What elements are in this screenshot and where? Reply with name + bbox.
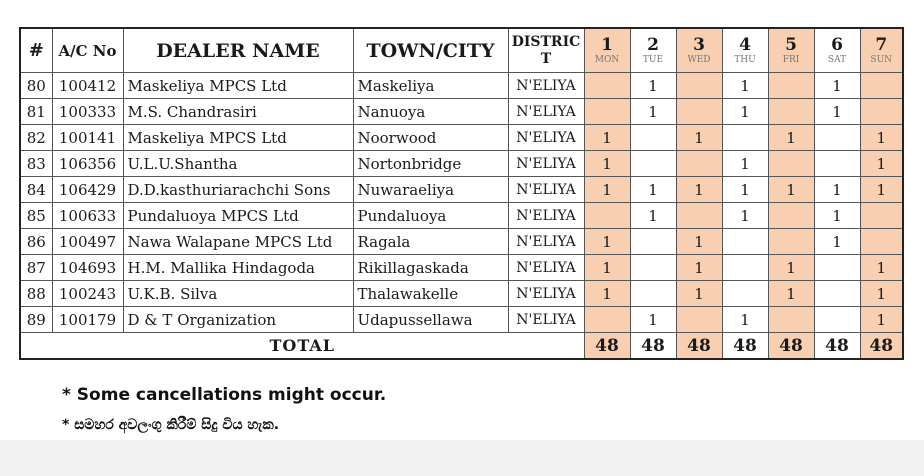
row-index: 89 — [20, 307, 52, 333]
delivery-mon: 1 — [584, 125, 630, 151]
delivery-thu: 1 — [722, 151, 768, 177]
cancellation-note-sinhala: * සමහර අවලංගු කිරීම් සිදු විය හැක. — [62, 417, 280, 433]
row-ac-no: 100412 — [52, 73, 123, 99]
header-day-mon — [584, 28, 630, 73]
delivery-sat — [814, 255, 860, 281]
row-town: Ragala — [353, 229, 508, 255]
day-number: 2 — [647, 35, 659, 55]
row-ac-no: 106429 — [52, 177, 123, 203]
table-row — [20, 229, 903, 255]
delivery-mon: 1 — [584, 151, 630, 177]
delivery-fri — [768, 151, 814, 177]
delivery-thu — [722, 281, 768, 307]
table-row — [20, 125, 903, 151]
dealer-schedule-table — [19, 27, 904, 360]
row-index: 84 — [20, 177, 52, 203]
header-day-sun — [860, 28, 903, 73]
day-label: FRI — [782, 55, 800, 65]
delivery-wed: 1 — [676, 255, 722, 281]
day-label: MON — [594, 55, 620, 65]
row-district: N'ELIYA — [508, 203, 584, 229]
day-label: SUN — [870, 55, 893, 65]
row-dealer-name: H.M. Mallika Hindagoda — [123, 255, 353, 281]
delivery-fri — [768, 203, 814, 229]
delivery-sat: 1 — [814, 99, 860, 125]
cancellation-note-english: * Some cancellations might occur. — [62, 385, 387, 405]
day-number: 4 — [739, 35, 751, 55]
delivery-thu: 1 — [722, 177, 768, 203]
row-dealer-name: U.L.U.Shantha — [123, 151, 353, 177]
delivery-sat: 1 — [814, 177, 860, 203]
notes — [62, 385, 386, 433]
delivery-thu: 1 — [722, 307, 768, 333]
row-district: N'ELIYA — [508, 229, 584, 255]
row-ac-no: 100633 — [52, 203, 123, 229]
row-town: Noorwood — [353, 125, 508, 151]
delivery-sat: 1 — [814, 73, 860, 99]
delivery-wed: 1 — [676, 229, 722, 255]
delivery-thu — [722, 229, 768, 255]
delivery-wed: 1 — [676, 177, 722, 203]
table-row — [20, 203, 903, 229]
delivery-tue — [630, 281, 676, 307]
row-index: 80 — [20, 73, 52, 99]
delivery-sat — [814, 281, 860, 307]
delivery-mon — [584, 307, 630, 333]
total-sat: 48 — [814, 333, 860, 360]
day-label: WED — [687, 55, 711, 65]
day-label: THU — [734, 55, 756, 65]
delivery-wed — [676, 73, 722, 99]
row-index: 88 — [20, 281, 52, 307]
delivery-sun: 1 — [860, 255, 903, 281]
row-town: Rikillagaskada — [353, 255, 508, 281]
row-index: 81 — [20, 99, 52, 125]
header-district — [508, 28, 584, 73]
delivery-fri: 1 — [768, 125, 814, 151]
delivery-thu — [722, 125, 768, 151]
delivery-sat — [814, 307, 860, 333]
row-dealer-name: D.D.kasthuriarachchi Sons — [123, 177, 353, 203]
day-number: 7 — [875, 35, 888, 55]
row-town: Udapussellawa — [353, 307, 508, 333]
total-fri: 48 — [768, 333, 814, 360]
total-sun: 48 — [860, 333, 903, 360]
table-body — [20, 73, 903, 333]
header-ac-no: A/C No — [52, 28, 123, 73]
row-ac-no: 100333 — [52, 99, 123, 125]
row-index: 82 — [20, 125, 52, 151]
row-district: N'ELIYA — [508, 125, 584, 151]
delivery-sun — [860, 73, 903, 99]
delivery-mon: 1 — [584, 255, 630, 281]
header-day-thu — [722, 28, 768, 73]
table-row — [20, 73, 903, 99]
delivery-fri — [768, 99, 814, 125]
table-footer — [20, 333, 903, 360]
table-row — [20, 99, 903, 125]
row-district: N'ELIYA — [508, 177, 584, 203]
row-dealer-name: D & T Organization — [123, 307, 353, 333]
delivery-thu: 1 — [722, 99, 768, 125]
row-district: N'ELIYA — [508, 281, 584, 307]
delivery-fri — [768, 307, 814, 333]
day-label: TUE — [642, 55, 664, 65]
table-row — [20, 151, 903, 177]
row-index: 85 — [20, 203, 52, 229]
header-day-fri — [768, 28, 814, 73]
delivery-tue: 1 — [630, 307, 676, 333]
row-ac-no: 100179 — [52, 307, 123, 333]
header-day-wed — [676, 28, 722, 73]
delivery-wed — [676, 151, 722, 177]
row-town: Nanuoya — [353, 99, 508, 125]
delivery-mon — [584, 203, 630, 229]
row-town: Maskeliya — [353, 73, 508, 99]
row-district: N'ELIYA — [508, 73, 584, 99]
table-header — [20, 28, 903, 73]
row-ac-no: 106356 — [52, 151, 123, 177]
table-row — [20, 177, 903, 203]
row-district: N'ELIYA — [508, 307, 584, 333]
day-label: SAT — [827, 55, 847, 65]
delivery-sun — [860, 99, 903, 125]
row-district: N'ELIYA — [508, 151, 584, 177]
delivery-tue: 1 — [630, 73, 676, 99]
delivery-sat: 1 — [814, 229, 860, 255]
table-row — [20, 281, 903, 307]
delivery-sun: 1 — [860, 307, 903, 333]
header-day-sat — [814, 28, 860, 73]
total-tue: 48 — [630, 333, 676, 360]
row-index: 83 — [20, 151, 52, 177]
delivery-tue: 1 — [630, 203, 676, 229]
day-number: 5 — [785, 35, 797, 55]
header-dealer-name: DEALER NAME — [123, 28, 353, 73]
delivery-sun: 1 — [860, 125, 903, 151]
row-index: 87 — [20, 255, 52, 281]
delivery-sat — [814, 151, 860, 177]
delivery-tue — [630, 151, 676, 177]
delivery-sun: 1 — [860, 151, 903, 177]
row-ac-no: 100141 — [52, 125, 123, 151]
delivery-sun — [860, 229, 903, 255]
row-dealer-name: Nawa Walapane MPCS Ltd — [123, 229, 353, 255]
day-number: 6 — [831, 35, 843, 55]
footer-band — [0, 440, 924, 476]
total-mon: 48 — [584, 333, 630, 360]
delivery-mon: 1 — [584, 281, 630, 307]
table-row — [20, 307, 903, 333]
delivery-tue — [630, 125, 676, 151]
delivery-sat: 1 — [814, 203, 860, 229]
delivery-fri — [768, 73, 814, 99]
delivery-sun: 1 — [860, 177, 903, 203]
total-row — [20, 333, 903, 360]
table-row — [20, 255, 903, 281]
delivery-mon: 1 — [584, 177, 630, 203]
row-town: Pundaluoya — [353, 203, 508, 229]
row-ac-no: 104693 — [52, 255, 123, 281]
delivery-mon — [584, 99, 630, 125]
delivery-tue — [630, 229, 676, 255]
row-dealer-name: Pundaluoya MPCS Ltd — [123, 203, 353, 229]
delivery-thu — [722, 255, 768, 281]
delivery-thu: 1 — [722, 203, 768, 229]
row-town: Nortonbridge — [353, 151, 508, 177]
row-dealer-name: U.K.B. Silva — [123, 281, 353, 307]
delivery-thu: 1 — [722, 73, 768, 99]
row-dealer-name: M.S. Chandrasiri — [123, 99, 353, 125]
total-wed: 48 — [676, 333, 722, 360]
delivery-mon — [584, 73, 630, 99]
delivery-tue — [630, 255, 676, 281]
row-dealer-name: Maskeliya MPCS Ltd — [123, 73, 353, 99]
delivery-fri: 1 — [768, 177, 814, 203]
delivery-tue: 1 — [630, 99, 676, 125]
delivery-sun: 1 — [860, 281, 903, 307]
header-district-line2: T — [540, 50, 552, 67]
delivery-fri — [768, 229, 814, 255]
row-ac-no: 100243 — [52, 281, 123, 307]
delivery-mon: 1 — [584, 229, 630, 255]
row-ac-no: 100497 — [52, 229, 123, 255]
header-district-line1: DISTRIC — [511, 33, 581, 50]
total-label: TOTAL — [20, 333, 584, 360]
delivery-tue: 1 — [630, 177, 676, 203]
row-district: N'ELIYA — [508, 255, 584, 281]
row-dealer-name: Maskeliya MPCS Ltd — [123, 125, 353, 151]
day-number: 1 — [601, 35, 613, 55]
delivery-sun — [860, 203, 903, 229]
delivery-wed — [676, 203, 722, 229]
delivery-wed — [676, 99, 722, 125]
header-index: # — [20, 28, 52, 73]
delivery-wed: 1 — [676, 281, 722, 307]
total-thu: 48 — [722, 333, 768, 360]
header-town-city: TOWN/CITY — [353, 28, 508, 73]
row-district: N'ELIYA — [508, 99, 584, 125]
delivery-fri: 1 — [768, 255, 814, 281]
header-day-tue — [630, 28, 676, 73]
delivery-fri: 1 — [768, 281, 814, 307]
row-index: 86 — [20, 229, 52, 255]
delivery-sat — [814, 125, 860, 151]
delivery-wed: 1 — [676, 125, 722, 151]
day-number: 3 — [693, 35, 705, 55]
delivery-wed — [676, 307, 722, 333]
row-town: Thalawakelle — [353, 281, 508, 307]
row-town: Nuwaraeliya — [353, 177, 508, 203]
